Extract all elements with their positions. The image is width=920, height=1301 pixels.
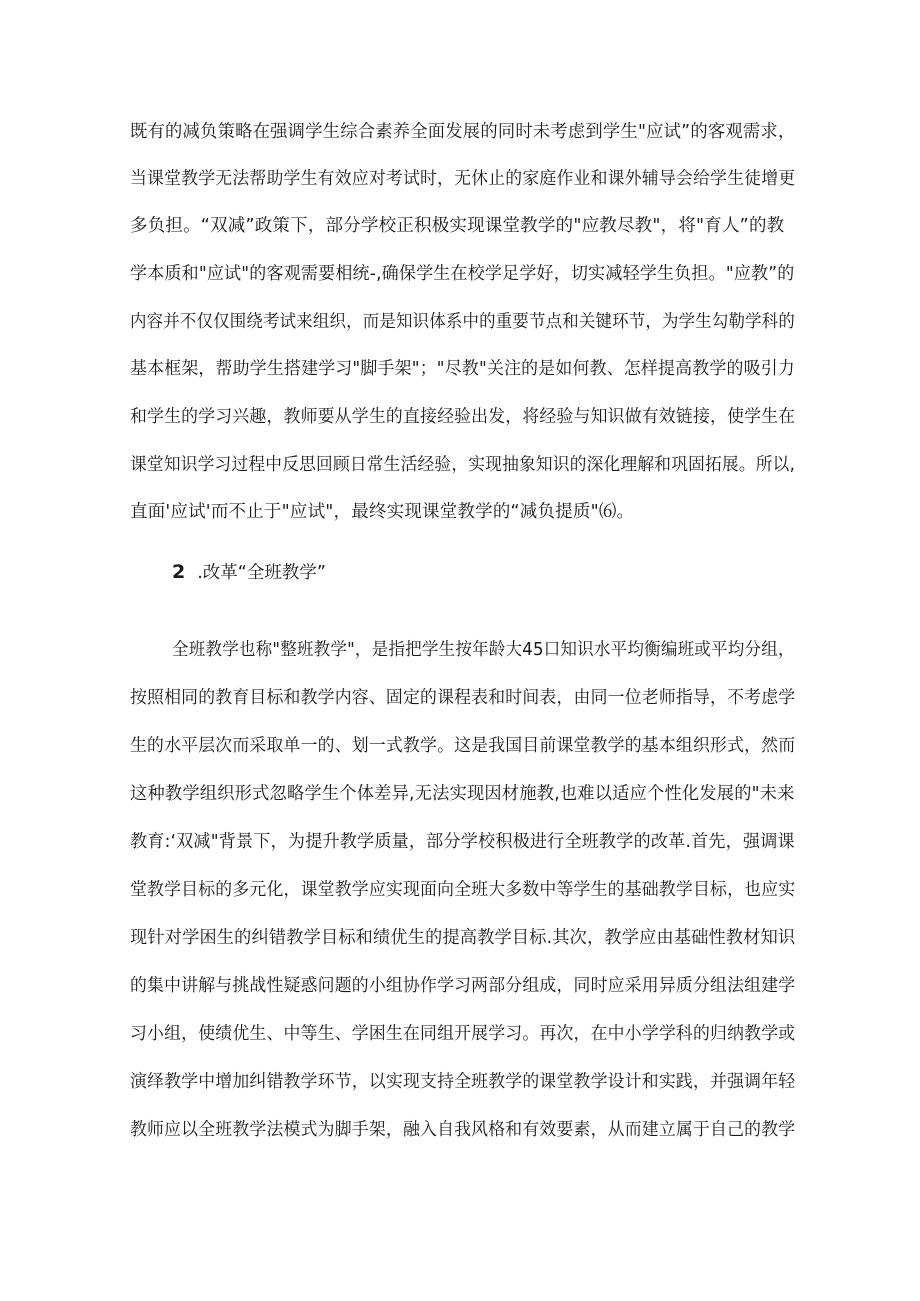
paragraph-line: 教师应以全班教学法模式为脚手架，融入自我风格和有效要素，从而建立属于自己的教学 bbox=[130, 1120, 796, 1140]
paragraph-line: 多负担。“双减”政策下，部分学校正积极实现课堂教学的"应教尽教"，将"育人”的教 bbox=[130, 216, 785, 236]
paragraph-line: 全班教学也称"整班教学"，是指把学生按年龄大45口知识水平均衡编班或平均分组， bbox=[172, 640, 795, 660]
paragraph-line: 教育:‘双减"背景下，为提升教学质量，部分学校积极进行全班教学的改革.首先，强调课 bbox=[130, 832, 795, 852]
paragraph-line: 内容并不仅仅围绕考试来组织，而是知识体系中的重要节点和关键环节，为学生勾勒学科的 bbox=[130, 312, 796, 332]
paragraph-line: 这种教学组织形式忽略学生个体差异,无法实现因材施教,也难以适应个性化发展的"未来 bbox=[130, 784, 795, 804]
paragraph-line: 按照相同的教育目标和教学内容、固定的课程表和时间表，由同一位老师指导，不考虑学 bbox=[130, 688, 796, 708]
section-number: 2 bbox=[172, 561, 186, 583]
paragraph-line: 基本框架，帮助学生搭建学习"脚手架"；"尽教"关注的是如何教、怎样提高教学的吸引力 bbox=[130, 359, 795, 379]
section-title: .改革“全班教学” bbox=[197, 563, 326, 583]
paragraph-line: 直面'应试'而不止于"应试"，最终实现课堂教学的“减负提质"⑹。 bbox=[130, 502, 635, 522]
paragraph-line: 当课堂教学无法帮助学生有效应对考试时，无休止的家庭作业和课外辅导会给学生徒增更 bbox=[130, 169, 796, 189]
paragraph-line: 学本质和"应试"的客观需要相统-,确保学生在校学足学好，切实减轻学生负担。"应教”的 bbox=[130, 264, 795, 284]
section-heading bbox=[172, 560, 326, 585]
paragraph-line: 课堂知识学习过程中反思回顾日常生活经验，实现抽象知识的深化理解和巩固拓展。所以, bbox=[130, 455, 796, 475]
paragraph-line: 习小组，使绩优生、中等生、学困生在同组开展学习。再次，在中小学学科的归纳教学或 bbox=[130, 1024, 796, 1044]
paragraph-line: 演绎教学中增加纠错教学环节，以实现支持全班教学的课堂教学设计和实践，并强调年轻 bbox=[130, 1072, 796, 1092]
paragraph-line: 堂教学目标的多元化，课堂教学应实现面向全班大多数中等学生的基础教学目标，也应实 bbox=[130, 880, 796, 900]
paragraph-line: 和学生的学习兴趣，教师要从学生的直接经验出发，将经验与知识做有效链接，使学生在 bbox=[130, 407, 796, 427]
paragraph-line: 的集中讲解与挑战性疑惑问题的小组协作学习两部分组成，同时应采用异质分组法组建学 bbox=[130, 976, 796, 996]
paragraph-line: 既有的减负策略在强调学生综合素养全面发展的同时未考虑到学生"应试”的客观需求， bbox=[130, 122, 796, 142]
paragraph-line: 现针对学困生的纠错教学目标和绩优生的提高教学目标.其次，教学应由基础性教材知识 bbox=[130, 928, 796, 948]
paragraph-line: 生的水平层次而采取单一的、划一式教学。这是我国目前课堂教学的基本组织形式，然而 bbox=[130, 736, 796, 756]
